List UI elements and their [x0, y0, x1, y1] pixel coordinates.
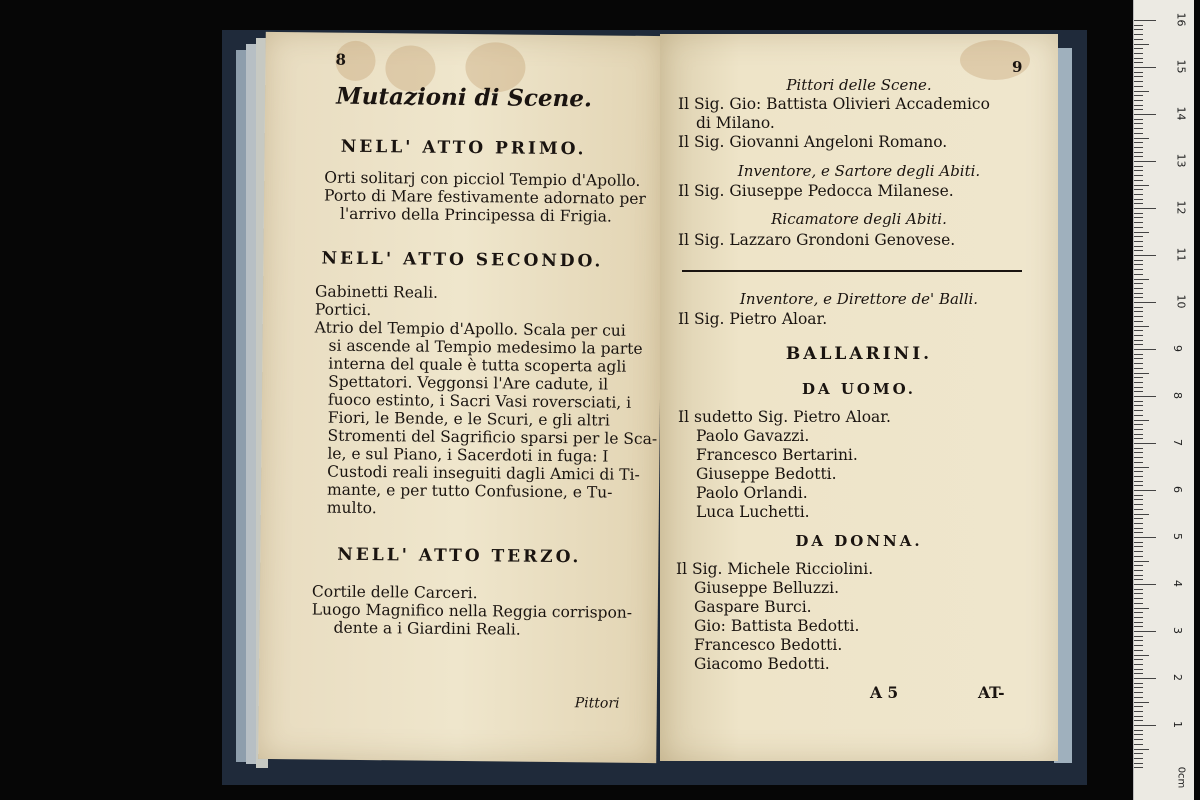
text-line: Gabinetti Reali.	[315, 282, 439, 302]
ruler-tick	[1134, 203, 1143, 204]
ruler-tick	[1134, 62, 1143, 63]
page-number: 9	[1012, 58, 1023, 76]
ruler-tick	[1134, 575, 1143, 576]
ruler-tick	[1134, 659, 1143, 660]
ruler-tick	[1134, 269, 1143, 270]
ruler-tick	[1134, 462, 1143, 463]
ruler-number: 3	[1171, 627, 1184, 634]
ruler-tick	[1134, 217, 1143, 218]
ruler-number: 15	[1174, 59, 1188, 74]
ruler-number: 2	[1171, 674, 1184, 681]
ruler-tick	[1134, 213, 1143, 214]
ruler-tick	[1134, 608, 1149, 609]
ruler-tick	[1134, 640, 1143, 641]
text-line: Giuseppe Belluzzi.	[694, 579, 840, 597]
ruler-tick	[1134, 476, 1143, 477]
ruler-tick	[1134, 467, 1149, 468]
ruler-tick	[1134, 105, 1143, 106]
ruler-tick	[1134, 175, 1143, 176]
text-line: multo.	[326, 498, 377, 518]
ruler-tick	[1134, 401, 1143, 402]
ruler-tick	[1134, 664, 1143, 665]
ruler-tick	[1134, 208, 1156, 209]
ruler-tick	[1134, 255, 1156, 256]
ruler-tick	[1134, 457, 1143, 458]
ruler-tick	[1134, 358, 1143, 359]
text-line: Portici.	[314, 300, 372, 320]
ruler-tick	[1134, 166, 1143, 167]
ruler-tick	[1134, 617, 1143, 618]
ruler-number: 5	[1171, 533, 1184, 540]
ruler-tick	[1134, 354, 1143, 355]
ruler-tick	[1134, 326, 1149, 327]
ruler-tick	[1134, 246, 1143, 247]
text-line: Porto di Mare festivamente adornato per	[324, 186, 646, 208]
ruler-tick	[1134, 490, 1156, 491]
text-line: Orti solitarj con picciol Tempio d'Apollo.	[324, 168, 641, 190]
ruler-tick	[1134, 81, 1143, 82]
text-line: Cortile delle Carceri.	[311, 582, 478, 603]
ruler-number: 11	[1174, 247, 1188, 262]
ruler-tick	[1134, 499, 1143, 500]
ruler-tick	[1134, 509, 1143, 510]
ruler-tick	[1134, 170, 1143, 171]
ruler-tick	[1134, 382, 1143, 383]
ruler-tick	[1134, 311, 1143, 312]
signature-mark: A 5	[870, 683, 899, 702]
ruler-tick	[1134, 420, 1149, 421]
text-line: Il Sig. Pietro Aloar.	[678, 310, 828, 328]
text-line: Paolo Gavazzi.	[696, 427, 810, 445]
act-heading: NELL' ATTO PRIMO.	[340, 136, 587, 160]
text-line: interna del quale è tutta scoperta agli	[328, 354, 627, 376]
ruler-number: 9	[1171, 345, 1184, 352]
text-line: Stromenti del Sagrificio sparsi per le Sca-	[327, 426, 658, 449]
section-heading: Pittori delle Scene.	[786, 76, 932, 94]
ruler-tick	[1134, 537, 1156, 538]
ruler-number: 7	[1171, 439, 1184, 446]
text-line: Fiori, le Bende, e le Scuri, e gli altri	[327, 408, 611, 430]
ruler-number: 14	[1174, 106, 1188, 121]
ruler-tick	[1134, 72, 1143, 73]
ruler-tick	[1134, 274, 1143, 275]
ruler-tick	[1134, 716, 1143, 717]
ruler-tick	[1134, 631, 1156, 632]
ruler-tick	[1134, 749, 1149, 750]
catchword: Pittori	[574, 695, 620, 712]
ruler-tick	[1134, 546, 1143, 547]
left-page	[258, 32, 664, 763]
ruler-tick	[1134, 711, 1143, 712]
ruler-tick	[1134, 452, 1143, 453]
ruler-tick	[1134, 109, 1143, 110]
ruler-tick	[1134, 415, 1143, 416]
ruler-tick	[1134, 514, 1149, 515]
ruler-tick	[1134, 39, 1143, 40]
ruler-tick	[1134, 58, 1143, 59]
ruler-tick	[1134, 128, 1143, 129]
ruler-tick	[1134, 471, 1143, 472]
ruler-tick	[1134, 669, 1143, 670]
ruler-tick	[1134, 481, 1143, 482]
text-line: le, e sul Piano, i Sacerdoti in fuga: I	[327, 444, 609, 466]
ruler-tick	[1134, 438, 1143, 439]
ruler-tick	[1134, 307, 1143, 308]
ruler-tick	[1134, 156, 1143, 157]
ruler-tick	[1134, 518, 1143, 519]
text-line: mante, e per tutto Confusione, e Tu-	[326, 480, 613, 502]
ruler-tick	[1134, 34, 1143, 35]
ruler-tick	[1134, 180, 1143, 181]
right-page	[660, 34, 1058, 761]
ruler-tick	[1134, 734, 1143, 735]
ruler-tick	[1134, 95, 1143, 96]
text-line: Spettatori. Veggonsi l'Are cadute, il	[328, 372, 609, 394]
ruler-tick	[1134, 758, 1143, 759]
ruler-tick	[1134, 443, 1156, 444]
catchword: AT-	[978, 683, 1005, 702]
ruler-number: 4	[1171, 580, 1184, 587]
ruler-tick	[1134, 702, 1149, 703]
ruler-tick	[1134, 650, 1143, 651]
text-line: Atrio del Tempio d'Apollo. Scala per cui	[314, 318, 626, 340]
ruler-tick	[1134, 687, 1143, 688]
ruler-tick	[1134, 260, 1143, 261]
text-line: dente a i Giardini Reali.	[333, 618, 521, 639]
ruler-number: 13	[1174, 153, 1188, 168]
ruler-tick	[1134, 598, 1143, 599]
text-line: l'arrivo della Principessa di Frigia.	[339, 204, 612, 226]
ruler-number: 6	[1171, 486, 1184, 493]
ruler-tick	[1134, 288, 1143, 289]
ruler-tick	[1134, 138, 1149, 139]
ruler-tick	[1134, 227, 1143, 228]
ruler-tick	[1134, 692, 1143, 693]
text-line: fuoco estinto, i Sacri Vasi roversciati, i	[327, 390, 632, 412]
ruler-tick	[1134, 504, 1143, 505]
text-line: Giuseppe Bedotti.	[696, 465, 837, 483]
ruler-tick	[1134, 20, 1156, 21]
ruler-tick	[1134, 147, 1143, 148]
group-heading: DA UOMO.	[801, 380, 917, 398]
ruler-tick	[1134, 593, 1143, 594]
ruler-tick	[1134, 344, 1143, 345]
ruler-tick	[1134, 373, 1149, 374]
ruler-tick	[1134, 48, 1143, 49]
ruler-tick	[1134, 100, 1143, 101]
ruler-tick	[1134, 645, 1143, 646]
ruler-tick	[1134, 241, 1143, 242]
ruler-tick	[1134, 297, 1143, 298]
ruler-tick	[1134, 283, 1143, 284]
ruler-tick	[1134, 561, 1149, 562]
ruler-tick	[1134, 53, 1143, 54]
ruler-tick	[1134, 321, 1143, 322]
text-line: Luogo Magnifico nella Reggia corrispon-	[311, 600, 633, 622]
text-line: di Milano.	[696, 114, 775, 132]
measurement-ruler	[1133, 0, 1194, 800]
ruler-tick	[1134, 763, 1143, 764]
ruler-tick	[1134, 302, 1156, 303]
ruler-tick	[1134, 603, 1143, 604]
ruler-tick	[1134, 556, 1143, 557]
ruler-tick	[1134, 434, 1143, 435]
ruler-tick	[1134, 678, 1156, 679]
ruler-tick	[1134, 655, 1149, 656]
text-line: Gaspare Burci.	[694, 598, 812, 616]
ruler-tick	[1134, 706, 1143, 707]
ruler-tick	[1134, 429, 1143, 430]
ruler-tick	[1134, 551, 1143, 552]
ruler-tick	[1134, 626, 1143, 627]
text-line: Il Sig. Giovanni Angeloni Romano.	[678, 133, 948, 151]
ruler-tick	[1134, 767, 1143, 768]
ruler-tick	[1134, 25, 1143, 26]
ruler-tick	[1134, 744, 1143, 745]
text-line: Il Sig. Giuseppe Pedocca Milanese.	[678, 182, 954, 200]
ruler-tick	[1134, 542, 1143, 543]
ruler-tick	[1134, 91, 1149, 92]
ruler-tick	[1134, 622, 1143, 623]
ruler-tick	[1134, 250, 1143, 251]
ruler-tick	[1134, 293, 1143, 294]
ruler-tick	[1134, 636, 1143, 637]
ruler-tick	[1134, 739, 1143, 740]
ruler-tick	[1134, 142, 1143, 143]
text-line: Il Sig. Lazzaro Grondoni Genovese.	[678, 231, 956, 249]
ruler-tick	[1134, 368, 1143, 369]
ruler-tick	[1134, 589, 1143, 590]
text-line: Custodi reali inseguiti dagli Amici di Ti-	[327, 462, 640, 484]
ruler-tick	[1134, 387, 1143, 388]
ruler-tick	[1134, 114, 1156, 115]
section-title: Mutazioni di Scene.	[336, 82, 593, 113]
ruler-tick	[1134, 673, 1143, 674]
section-heading: BALLARINI.	[785, 344, 933, 364]
ruler-tick	[1134, 405, 1143, 406]
ruler-tick	[1134, 570, 1143, 571]
ruler-tick	[1134, 236, 1143, 237]
page-number: 8	[335, 50, 347, 69]
ruler-tick	[1134, 29, 1143, 30]
text-line: si ascende al Tempio medesimo la parte	[328, 336, 643, 358]
ruler-number: 8	[1171, 392, 1184, 399]
ruler-number: 1	[1171, 721, 1184, 728]
ruler-tick	[1134, 123, 1143, 124]
ruler-number: 16	[1174, 12, 1188, 27]
ruler-tick	[1134, 133, 1143, 134]
ruler-tick	[1134, 340, 1143, 341]
ruler-tick	[1134, 579, 1143, 580]
ruler-tick	[1134, 67, 1156, 68]
ruler-tick	[1134, 363, 1143, 364]
text-line: Francesco Bedotti.	[694, 636, 843, 654]
ruler-tick	[1134, 528, 1143, 529]
text-line: Il sudetto Sig. Pietro Aloar.	[678, 408, 891, 426]
ruler-tick	[1134, 222, 1143, 223]
ruler-tick	[1134, 185, 1149, 186]
section-heading: Ricamatore degli Abiti.	[771, 210, 947, 228]
ruler-tick	[1134, 264, 1143, 265]
text-line: Il Sig. Michele Ricciolini.	[676, 560, 874, 578]
ruler-tick	[1134, 410, 1143, 411]
ruler-tick	[1134, 448, 1143, 449]
ruler-tick	[1134, 152, 1143, 153]
ruler-tick	[1134, 612, 1143, 613]
ruler-tick	[1134, 86, 1143, 87]
ruler-tick	[1134, 44, 1149, 45]
divider-rule	[682, 270, 1022, 272]
ruler-tick	[1134, 199, 1143, 200]
text-line: Giacomo Bedotti.	[694, 655, 830, 673]
ruler-tick	[1134, 396, 1156, 397]
ruler-tick	[1134, 424, 1143, 425]
group-heading: DA DONNA.	[795, 532, 923, 550]
ruler-tick	[1134, 391, 1143, 392]
ruler-tick	[1134, 720, 1143, 721]
text-line: Luca Luchetti.	[696, 503, 810, 521]
act-heading: NELL' ATTO TERZO.	[337, 544, 582, 568]
ruler-tick	[1134, 532, 1143, 533]
section-heading: Inventore, e Direttore de' Balli.	[739, 290, 979, 308]
text-line: Paolo Orlandi.	[696, 484, 808, 502]
ruler-tick	[1134, 753, 1143, 754]
ruler-tick	[1134, 377, 1143, 378]
ruler-tick	[1134, 119, 1143, 120]
ruler-number: 10	[1174, 294, 1188, 309]
ruler-tick	[1134, 683, 1143, 684]
ruler-tick	[1134, 161, 1156, 162]
ruler-tick	[1134, 485, 1143, 486]
ruler-tick	[1134, 495, 1143, 496]
ruler-unit-label: 0cm	[1175, 766, 1187, 789]
text-line: Gio: Battista Bedotti.	[694, 617, 860, 635]
ruler-tick	[1134, 330, 1143, 331]
ruler-tick	[1134, 279, 1149, 280]
ruler-tick	[1134, 189, 1143, 190]
ruler-tick	[1134, 194, 1143, 195]
text-line: Il Sig. Gio: Battista Olivieri Accademico	[678, 95, 990, 113]
ruler-tick	[1134, 76, 1143, 77]
ruler-tick	[1134, 725, 1156, 726]
ruler-tick	[1134, 697, 1143, 698]
ruler-tick	[1134, 565, 1143, 566]
ruler-tick	[1134, 523, 1143, 524]
text-line: Francesco Bertarini.	[696, 446, 858, 464]
ruler-tick	[1134, 232, 1149, 233]
ruler-tick	[1134, 316, 1143, 317]
section-heading: Inventore, e Sartore degli Abiti.	[737, 162, 981, 180]
ruler-tick	[1134, 349, 1156, 350]
ruler-tick	[1134, 730, 1143, 731]
ruler-tick	[1134, 584, 1156, 585]
ruler-tick	[1134, 335, 1143, 336]
ruler-number: 12	[1174, 200, 1188, 215]
act-heading: NELL' ATTO SECONDO.	[321, 248, 604, 272]
